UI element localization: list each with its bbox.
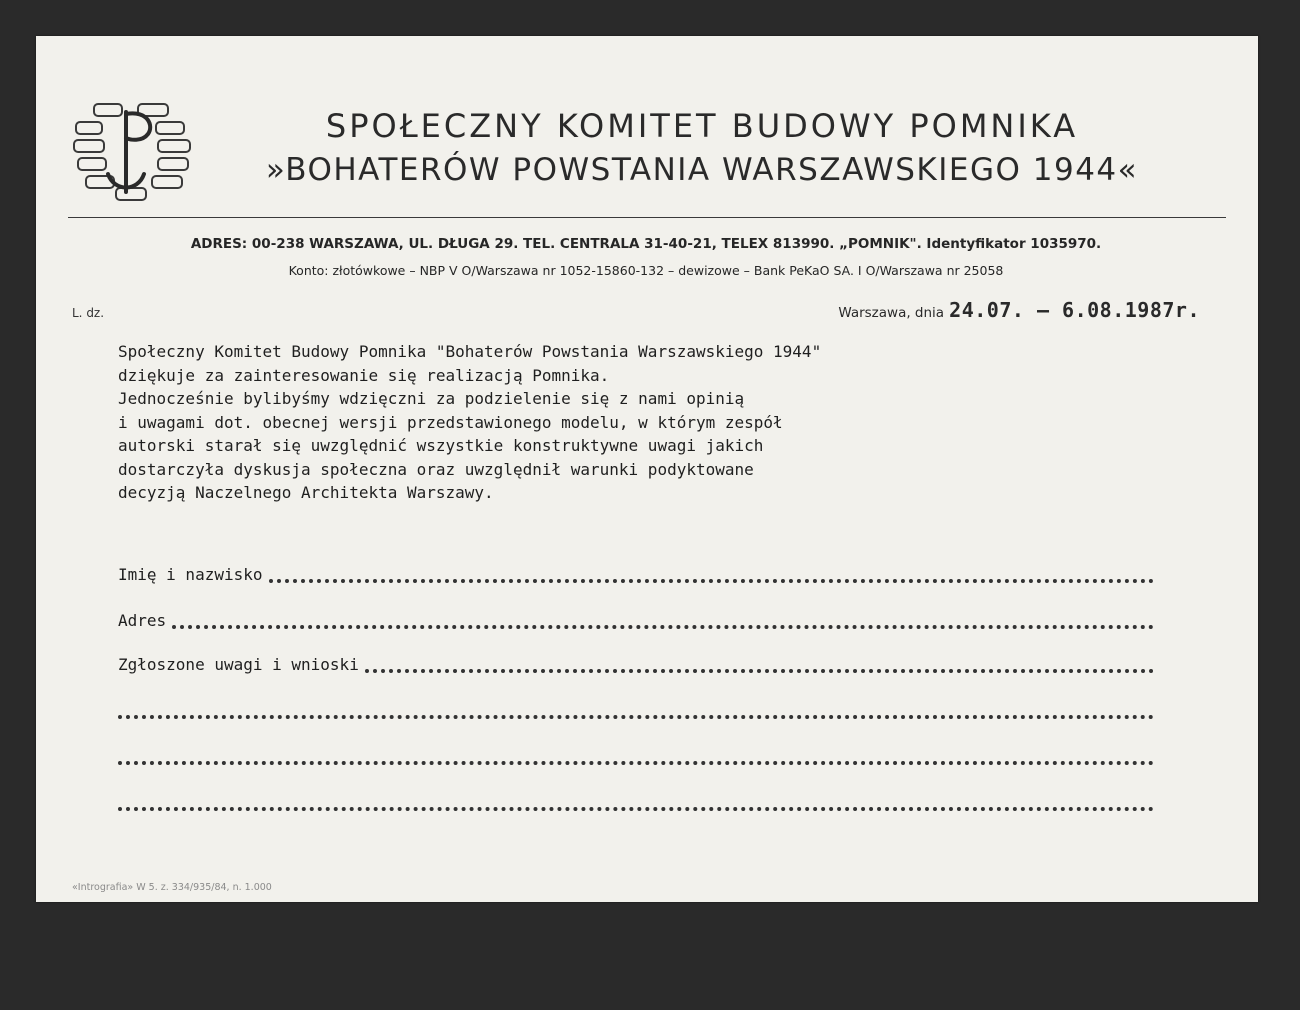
address-field[interactable]	[118, 606, 1154, 632]
body-line: autorski starał się uwzględnić wszystkie konstruktywne uwagi jakich	[118, 436, 764, 455]
body-line: dostarczyła dyskusja społeczna oraz uwzględnił warunki podyktowane	[118, 459, 754, 479]
dotted-line[interactable]	[118, 761, 1154, 765]
reference-number-label: L. dz.	[72, 306, 105, 320]
dotted-line[interactable]	[118, 715, 1154, 719]
address-dotted-line[interactable]	[172, 625, 1154, 629]
name-field-label: Imię i nazwisko	[118, 565, 263, 584]
printer-imprint: «Intrografia» W 5. z. 334/935/84, n. 1.000	[72, 882, 272, 893]
remarks-continuation-line[interactable]	[118, 742, 1154, 768]
body-line: Jednocześnie bylibyśmy wdzięczni za podzielenie się z nami opinią	[118, 389, 745, 408]
letterhead-form	[36, 36, 1258, 902]
address-field-label: Adres	[118, 611, 167, 630]
organization-title	[232, 104, 1172, 192]
body-line: Społeczny Komitet Budowy Pomnika "Bohaterów Powstania Warszawskiego 1944"	[118, 342, 822, 361]
title-line-2: »BOHATERÓW POWSTANIA WARSZAWSKIEGO 1944«	[265, 152, 1139, 188]
body-line: decyzją Naczelnego Architekta Warszawy.	[118, 483, 494, 502]
kotwica-logo-icon	[72, 100, 196, 202]
remarks-continuation-line[interactable]	[118, 696, 1154, 722]
remarks-field-label: Zgłoszone uwagi i wnioski	[118, 655, 359, 674]
dotted-line[interactable]	[118, 807, 1154, 811]
name-dotted-line[interactable]	[269, 579, 1155, 583]
remarks-field[interactable]	[118, 650, 1154, 676]
remarks-dotted-line[interactable]	[365, 669, 1154, 673]
name-field[interactable]	[118, 560, 1154, 586]
header-divider	[68, 217, 1226, 218]
body-line: i uwagami dot. obecnej wersji przedstawionego modelu, w którym zespół	[118, 412, 783, 432]
date-place-prefix: Warszawa, dnia	[838, 305, 945, 321]
body-line: dziękuje za zainteresowanie się realizacją Pomnika.	[118, 365, 610, 385]
title-line-1: SPOŁECZNY KOMITET BUDOWY POMNIKA	[325, 107, 1079, 145]
remarks-continuation-line[interactable]	[118, 788, 1154, 814]
date-value: 24.07. – 6.08.1987r.	[949, 298, 1200, 322]
letter-body	[118, 340, 1218, 505]
date-line	[838, 298, 1200, 322]
address-line: ADRES: 00-238 WARSZAWA, UL. DŁUGA 29. TEL. CENTRALA 31-40-21, TELEX 813990. „POMNIK". Identyfikator 1035970.	[190, 236, 1102, 252]
bank-account-line: Konto: złotówkowe – NBP V O/Warszawa nr 1052-15860-132 – dewizowe – Bank PeKaO SA. I O/Warszawa nr 25058	[288, 263, 1004, 278]
